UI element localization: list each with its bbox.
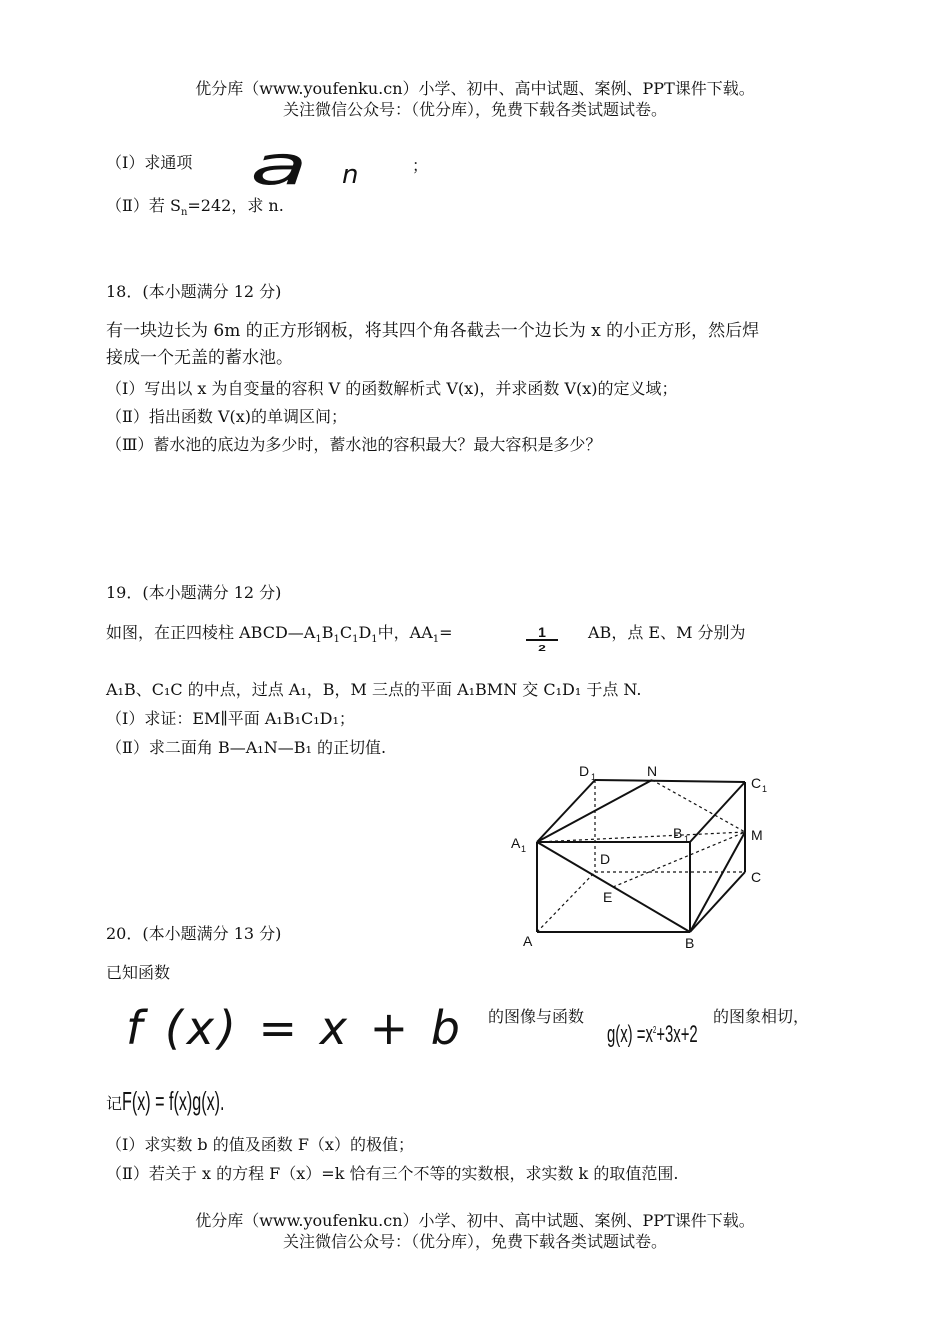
edge-a1d1 (537, 780, 595, 842)
q19-heading: 19．(本小题满分 12 分) (106, 583, 282, 602)
label-m: M (751, 827, 763, 843)
hidden-segment-nm (652, 780, 745, 832)
label-e: E (603, 889, 613, 905)
label-d1: D (579, 763, 590, 779)
q20-g-formula: $g(x) =x^2+3x+2$ (607, 1021, 698, 1048)
label-c1: C (751, 775, 762, 791)
q17-formula-an: a n (250, 134, 359, 197)
q20-part2: （Ⅱ）若关于 x 的方程 F（x）=k 恰有三个不等的实数根，求实数 k 的取值范围. (106, 1164, 679, 1183)
label-b1-sub: 1 (684, 834, 690, 844)
header-line-2: 关注微信公众号：（优分库），免费下载各类试题试卷。 (282, 100, 667, 119)
label-n: N (647, 763, 658, 779)
q18-body-line2: 接成一个无盖的蓄水池。 (106, 348, 293, 368)
prism-figure (495, 760, 785, 960)
label-c1-sub: 1 (762, 784, 768, 794)
label-b1: B (673, 825, 683, 841)
label-c: C (751, 869, 762, 885)
q19-line2: A₁B、C₁C 的中点，过点 A₁，B，M 三点的平面 A₁BMN 交 C₁D₁ 于点 N. (106, 680, 642, 699)
q18-part1: （Ⅰ）写出以 x 为自变量的容积 V 的函数解析式 V(x)，并求函数 V(x)的定义域； (106, 379, 678, 398)
label-a1: A (511, 835, 521, 851)
footer-line-1: 优分库（www.youfenku.cn）小学、初中、高中试题、案例、PPT课件下载。 (195, 1211, 755, 1230)
q18-part2: （Ⅱ）指出函数 V(x)的单调区间； (106, 407, 348, 426)
q18-part3: （Ⅲ）蓄水池的底边为多少时，蓄水池的容积最大？最大容积是多少？ (106, 435, 602, 454)
label-a: A (523, 933, 533, 949)
q20-mid-text: 的图像与函数 (488, 1007, 585, 1026)
q18-body-line1: 有一块边长为 6m 的正方形钢板，将其四个角各截去一个边长为 x 的小正方形，然后焊 (106, 321, 760, 341)
q19-line1-tail: AB，点 E、M 分别为 (588, 623, 746, 642)
q17-part2: （Ⅱ）若 $S_n=242$，求 n. (106, 196, 284, 219)
q20-intro: 已知函数 (106, 963, 171, 982)
label-d1-sub: 1 (591, 772, 597, 782)
edge-d1c1 (595, 780, 745, 782)
q19-line1: 如图，在正四棱柱 $ABCD—A_1B_1C_1D_1$中，$AA_1=$ (106, 623, 453, 646)
q17-part1-tail: ； (412, 156, 429, 175)
q19-part1: （Ⅰ）求证：EM∥平面 A₁B₁C₁D₁； (106, 709, 355, 728)
q20-part1: （Ⅰ）求实数 b 的值及函数 F（x）的极值； (106, 1135, 414, 1154)
header-line-1: 优分库（www.youfenku.cn）小学、初中、高中试题、案例、PPT课件下载。 (195, 79, 755, 98)
q18-heading: 18．(本小题满分 12 分) (106, 282, 282, 301)
hidden-segment-a1m (537, 832, 745, 842)
q20-heading: 20．(本小题满分 13 分) (106, 924, 282, 943)
q20-tail-text: 的图象相切， (713, 1007, 810, 1026)
label-b: B (685, 935, 695, 951)
hidden-edge-ad (537, 872, 595, 932)
q20-F-formula: F(x) = f(x)g(x). (122, 1086, 225, 1116)
q19-part2: （Ⅱ）求二面角 B—A₁N—B₁ 的正切值. (106, 738, 387, 757)
q20-f-formula: f (x) = x + b (126, 1001, 464, 1055)
label-a1-sub: 1 (521, 844, 527, 854)
q19-fraction: 1 2 (524, 626, 560, 654)
q17-part1: （Ⅰ）求通项 (106, 153, 193, 172)
q20-record-prefix: 记 (106, 1094, 123, 1113)
label-d: D (600, 851, 611, 867)
footer-line-2: 关注微信公众号：（优分库），免费下载各类试题试卷。 (282, 1232, 667, 1251)
